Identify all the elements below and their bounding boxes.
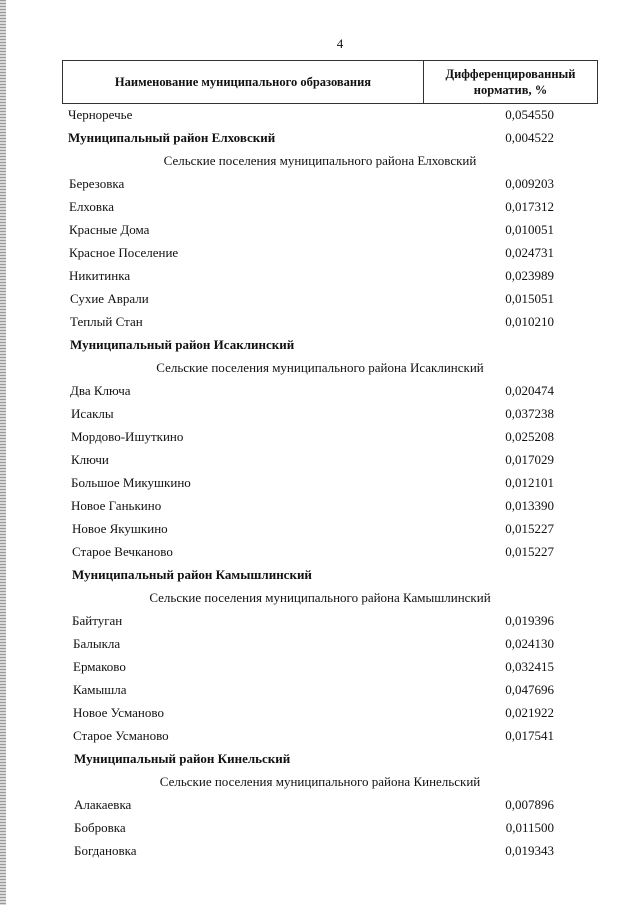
row-value: 0,007896: [505, 797, 554, 812]
column-header-name: Наименование муниципального образования: [63, 61, 424, 104]
table-row: [0, 725, 640, 748]
row-name: Березовка: [69, 176, 125, 191]
table-row: [0, 380, 640, 403]
row-name: Два Ключа: [70, 383, 131, 398]
table-row: [0, 633, 640, 656]
row-value: 0,004522: [505, 130, 554, 145]
row-value: 0,025208: [505, 429, 554, 444]
table-row: [0, 173, 640, 196]
row-name: Новое Ганькино: [71, 498, 162, 513]
row-value: 0,010210: [505, 314, 554, 329]
row-name: Красные Дома: [69, 222, 150, 237]
table-row: [0, 472, 640, 495]
row-name: Елховка: [69, 199, 114, 214]
row-name: Старое Усманово: [73, 728, 169, 743]
row-name: Черноречье: [68, 107, 133, 122]
row-value: 0,012101: [505, 475, 554, 490]
row-value: 0,023989: [505, 268, 554, 283]
table-header: [62, 60, 598, 104]
row-name: Новое Якушкино: [72, 521, 168, 536]
row-name: Никитинка: [69, 268, 131, 283]
row-value: 0,024731: [505, 245, 554, 260]
row-name: Камышла: [73, 682, 127, 697]
row-value: 0,015227: [505, 544, 554, 559]
table-row: [0, 196, 640, 219]
section-heading-row: [0, 150, 640, 173]
table-row: [0, 840, 640, 863]
table-row: [0, 541, 640, 564]
page-number: 4: [336, 36, 344, 51]
table-row: [0, 518, 640, 541]
row-name: Старое Вечканово: [72, 544, 173, 559]
table-row: [0, 702, 640, 725]
section-heading-row: [0, 771, 640, 794]
table-row: [0, 311, 640, 334]
row-value: 0,019396: [505, 613, 554, 628]
row-name: Сухие Аврали: [70, 291, 149, 306]
row-value: 0,011500: [505, 820, 554, 835]
row-name: Ермаково: [73, 659, 126, 674]
row-value: 0,013390: [505, 498, 554, 513]
table-row: [0, 219, 640, 242]
table-row: [0, 288, 640, 311]
row-value: 0,047696: [505, 682, 554, 697]
row-name: Ключи: [71, 452, 109, 467]
row-value: 0,021922: [505, 705, 554, 720]
table-row: [0, 495, 640, 518]
row-value: 0,032415: [505, 659, 554, 674]
section-heading-row: [0, 587, 640, 610]
table-body: [0, 104, 640, 863]
table-row: [0, 426, 640, 449]
row-value: 0,017541: [505, 728, 554, 743]
column-header-normative-line1: Дифференцированный: [445, 67, 576, 81]
section-heading: Сельские поселения муниципального района Исаклинский: [156, 360, 484, 375]
row-value: 0,020474: [505, 383, 554, 398]
section-heading: Сельские поселения муниципального района Кинельский: [159, 774, 481, 789]
table-row: [0, 817, 640, 840]
district-row: [0, 564, 640, 587]
row-value: 0,037238: [505, 406, 554, 421]
district-row: [0, 127, 640, 150]
table-row: [0, 265, 640, 288]
section-heading: Сельские поселения муниципального района Елховский: [163, 153, 477, 168]
row-name: Муниципальный район Камышлинский: [72, 567, 312, 582]
row-name: Богдановка: [74, 843, 137, 858]
row-value: 0,019343: [505, 843, 554, 858]
column-header-normative: [424, 61, 598, 104]
table-row: [0, 104, 640, 127]
row-name: Красное Поселение: [69, 245, 179, 260]
row-name: Муниципальный район Исаклинский: [70, 337, 295, 352]
row-name: Байтуган: [72, 613, 123, 628]
row-value: 0,017312: [505, 199, 554, 214]
row-value: 0,010051: [505, 222, 554, 237]
row-name: Муниципальный район Елховский: [68, 130, 276, 145]
section-heading: Сельские поселения муниципального района Камышлинский: [149, 590, 491, 605]
table-row: [0, 610, 640, 633]
row-name: Алакаевка: [74, 797, 132, 812]
district-row: [0, 334, 640, 357]
column-header-normative-line2: норматив, %: [473, 83, 548, 97]
table-row: [0, 679, 640, 702]
row-name: Новое Усманово: [73, 705, 164, 720]
row-name: Большое Микушкино: [71, 475, 191, 490]
table-row: [0, 403, 640, 426]
row-value: 0,015227: [505, 521, 554, 536]
row-name: Муниципальный район Кинельский: [74, 751, 291, 766]
row-value: 0,015051: [505, 291, 554, 306]
table-row: [0, 794, 640, 817]
row-value: 0,009203: [505, 176, 554, 191]
table-row: [0, 656, 640, 679]
row-name: Исаклы: [71, 406, 114, 421]
row-name: Балыкла: [73, 636, 121, 651]
row-value: 0,017029: [505, 452, 554, 467]
row-name: Бобровка: [74, 820, 126, 835]
row-value: 0,024130: [505, 636, 554, 651]
row-name: Мордово-Ишуткино: [71, 429, 184, 444]
table-row: [0, 449, 640, 472]
district-row: [0, 748, 640, 771]
table-row: [0, 242, 640, 265]
section-heading-row: [0, 357, 640, 380]
row-name: Теплый Стан: [70, 314, 143, 329]
row-value: 0,054550: [505, 107, 554, 122]
